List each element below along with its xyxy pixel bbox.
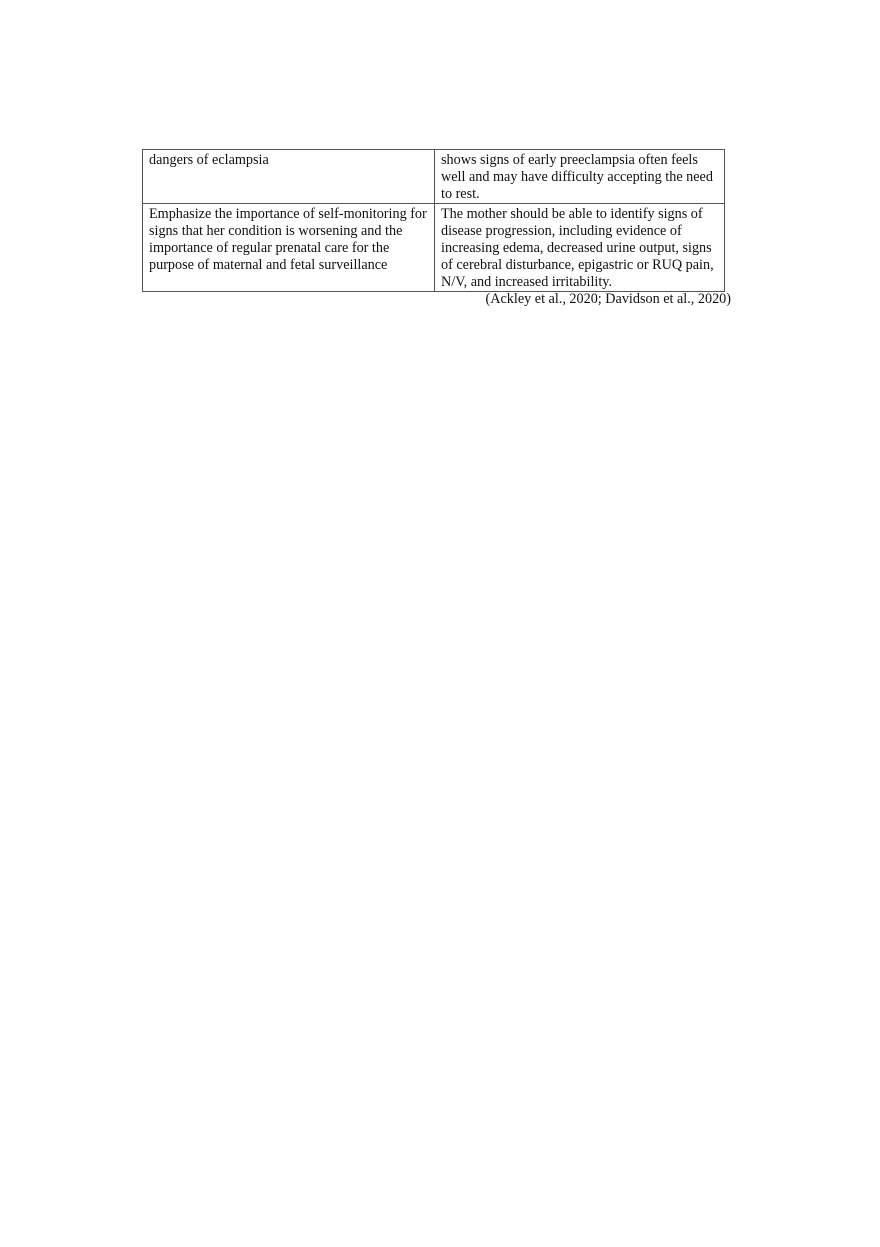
table-row: [143, 204, 725, 292]
rationale-cell: shows signs of early preeclampsia often feels well and may have difficulty accepting the need to rest.: [435, 150, 725, 204]
citation-reference: (Ackley et al., 2020; Davidson et al., 2020): [485, 291, 731, 307]
table-row: [143, 150, 725, 204]
intervention-cell: dangers of eclampsia: [143, 150, 435, 204]
rationale-cell: The mother should be able to identify signs of disease progression, including evidence of increasing edema, decreased urine output, signs of cerebral disturbance, epigastric or RUQ pain, N/V, and increased irritability.: [435, 204, 725, 292]
care-plan-table: [142, 149, 725, 292]
care-plan-table-container: [142, 149, 724, 292]
intervention-cell: Emphasize the importance of self-monitoring for signs that her condition is worsening and the importance of regular prenatal care for the purpose of maternal and fetal surveillance: [143, 204, 435, 292]
